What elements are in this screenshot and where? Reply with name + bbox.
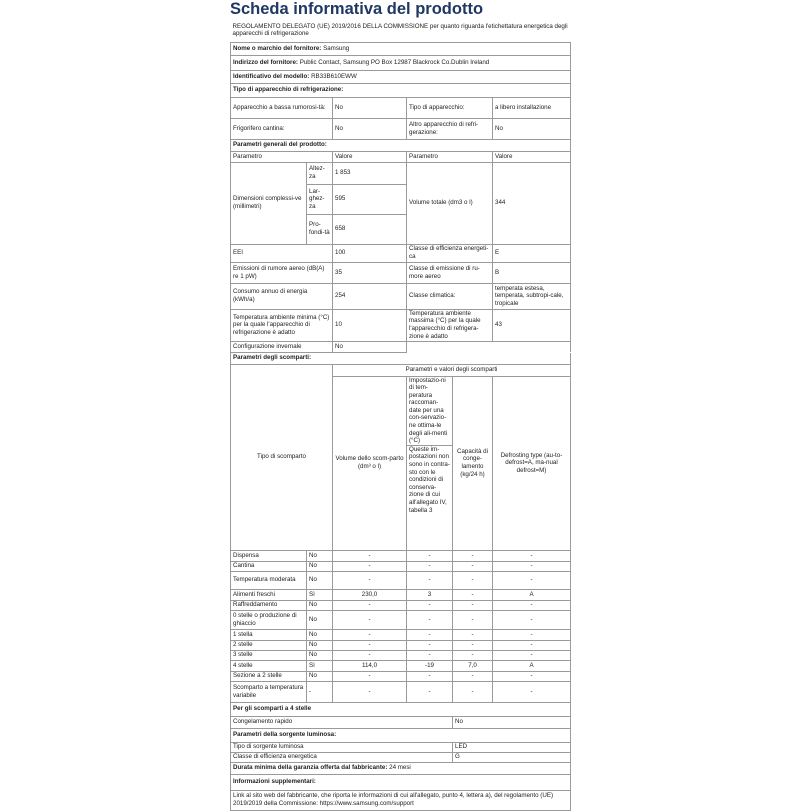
- low-noise-row: [231, 97, 571, 118]
- compartment-temperature: -: [407, 571, 453, 589]
- dimensions-label: Dimensioni complessi-ve (millimetri): [231, 162, 307, 244]
- model-identifier: Identificativo del modello: RB33B610EWW: [231, 70, 571, 83]
- compartment-defrost: -: [493, 571, 571, 589]
- compartment-defrost: -: [493, 610, 571, 629]
- intro-row: [231, 20, 571, 42]
- fast-freeze-row: [231, 716, 571, 728]
- section-header-four-star: Per gli scomparti a 4 stelle: [231, 702, 571, 716]
- compartment-temperature: -: [407, 550, 453, 561]
- extra-header-row: [231, 774, 571, 790]
- compartment-present: -: [307, 681, 333, 702]
- compartments-header-row: [231, 352, 571, 364]
- model-row: [231, 70, 571, 83]
- compartment-defrost: A: [493, 660, 571, 671]
- energy-consumption-label: Consumo annuo di energia (kWh/a): [231, 283, 333, 309]
- compartment-name: Alimenti freschi: [231, 589, 307, 600]
- noise-class-value: B: [493, 262, 571, 283]
- compartment-volume: -: [333, 550, 407, 561]
- compartment-present: No: [307, 610, 333, 629]
- noise-label: Emissioni di rumore aereo (dB(A) re 1 pW): [231, 262, 333, 283]
- compartment-name: Scomparto a temperatura variabile: [231, 681, 307, 702]
- wine-storage-label: Frigorifero cantina:: [231, 118, 333, 139]
- compartment-row: [231, 610, 571, 629]
- noise-row: [231, 262, 571, 283]
- compartment-temperature: -: [407, 610, 453, 629]
- compartment-defrost: -: [493, 561, 571, 571]
- support-link-text: Link al sito web del fabbricante, che riporta le informazioni di cui all'allegato, punto 4, lettera a), del regolamento (UE) 2019/2019 della Commissione: https://www.samsung.com/support: [231, 790, 571, 810]
- supplier-address: Indirizzo del fornitore: Public Contact, Samsung PO Box 12987 Blackrock Co.Dublin Ireland: [231, 55, 571, 70]
- col-header-param: Parametro: [231, 151, 333, 162]
- light-class-row: [231, 752, 571, 762]
- total-volume-label: Volume totale (dm3 o l): [407, 162, 493, 244]
- compartment-present: Sì: [307, 660, 333, 671]
- width-value: 595: [333, 184, 407, 214]
- col-header-group: Parametri e valori degli scomparti: [333, 364, 571, 376]
- compartment-present: No: [307, 671, 333, 681]
- compartment-volume: -: [333, 629, 407, 640]
- compartment-defrost: -: [493, 681, 571, 702]
- light-header-row: [231, 728, 571, 742]
- supplier-name-row: [231, 42, 571, 55]
- compartment-volume: -: [333, 681, 407, 702]
- compartment-temperature: -: [407, 600, 453, 610]
- low-noise-label: Apparecchio a bassa rumorosi-tà:: [231, 97, 333, 118]
- winter-setting-value: No: [333, 341, 407, 352]
- width-label: Lar-ghez-za: [307, 184, 333, 214]
- compartment-name: Temperatura moderata: [231, 571, 307, 589]
- energy-consumption-value: 254: [333, 283, 407, 309]
- four-star-header-row: [231, 702, 571, 716]
- compartment-row: [231, 640, 571, 650]
- compartment-freezing-capacity: -: [453, 610, 493, 629]
- energy-class-value: E: [493, 244, 571, 262]
- fast-freeze-label: Congelamento rapido: [231, 716, 453, 728]
- compartment-name: Sezione a 2 stelle: [231, 671, 307, 681]
- compartment-freezing-capacity: 7,0: [453, 660, 493, 671]
- min-temp-label: Temperatura ambiente minima (°C) per la quale l'apparecchio di refrigerazione è adatto: [231, 309, 333, 341]
- compartment-freezing-capacity: -: [453, 571, 493, 589]
- col-header-defrost-type: Defrosting type (au-to-defrost=A, ma-nual defrost=M): [493, 376, 571, 550]
- compartment-name: Cantina: [231, 561, 307, 571]
- compartment-present: No: [307, 561, 333, 571]
- compartment-row: [231, 600, 571, 610]
- compartment-temperature: -: [407, 561, 453, 571]
- total-volume-value: 344: [493, 162, 571, 244]
- extra-text-row: [231, 790, 571, 810]
- compartment-temperature: -: [407, 681, 453, 702]
- height-value: 1 853: [333, 162, 407, 184]
- compartment-volume: 114,0: [333, 660, 407, 671]
- section-header-compartments: Parametri degli scomparti:: [231, 352, 571, 364]
- compartment-present: No: [307, 640, 333, 650]
- light-class-label: Classe di efficienza energetica: [231, 752, 453, 762]
- general-header-row: [231, 139, 571, 151]
- compartment-freezing-capacity: -: [453, 640, 493, 650]
- supplier-address-row: [231, 55, 571, 70]
- col-header-temperature: [407, 376, 453, 550]
- warranty: Durata minima della garanzia offerta dal fabbricante: 24 mesi: [231, 762, 571, 774]
- section-header-light-source: Parametri della sorgente luminosa:: [231, 728, 571, 742]
- compartment-volume: -: [333, 600, 407, 610]
- compartment-row: [231, 589, 571, 600]
- product-information-sheet: [230, 0, 570, 811]
- wine-storage-value: No: [333, 118, 407, 139]
- light-type-label: Tipo di sorgente luminosa: [231, 742, 453, 752]
- compartment-name: 2 stelle: [231, 640, 307, 650]
- info-table: [230, 20, 571, 811]
- winter-row: [231, 341, 571, 352]
- compartment-name: 1 stella: [231, 629, 307, 640]
- light-type-row: [231, 742, 571, 752]
- col-header-freezing-capacity: Capacità di conge-lamento (kg/24 h): [453, 376, 493, 550]
- compartment-present: No: [307, 650, 333, 660]
- eei-label: EEI: [231, 244, 333, 262]
- noise-class-label: Classe di emissione di ru-more aereo: [407, 262, 493, 283]
- compartment-defrost: -: [493, 600, 571, 610]
- design-type-label: Tipo di apparecchio:: [407, 97, 493, 118]
- compartment-volume: -: [333, 671, 407, 681]
- design-type-value: a libero installazione: [493, 97, 571, 118]
- depth-label: Pro-fondi-tà: [307, 214, 333, 244]
- compartment-name: Dispensa: [231, 550, 307, 561]
- compartment-volume: -: [333, 650, 407, 660]
- temperature-header-part-b: Queste im-postazioni non sono in contra-sto con le condizioni di conserva-zione di cui all'allegato IV, tabella 3: [407, 445, 452, 514]
- col-header-param-2: Parametro: [407, 151, 493, 162]
- appliance-type-header-row: [231, 83, 571, 97]
- winter-setting-label: Configurazione invernale: [231, 341, 333, 352]
- temperature-header-part-a: Impostazio-ni di tem-peratura raccoman-date per una con-servazio-ne ottima-le degli ali-menti (°C): [409, 376, 448, 445]
- compartment-volume: 230,0: [333, 589, 407, 600]
- compartment-name: 3 stelle: [231, 650, 307, 660]
- height-label: Altez-za: [307, 162, 333, 184]
- climate-class-label: Classe climatica:: [407, 283, 493, 309]
- regulation-text: REGOLAMENTO DELEGATO (UE) 2019/2016 DELLA COMMISSIONE per quanto riguarda l'etichettatura energetica degli apparecchi di refrigerazione: [232, 22, 568, 38]
- compartment-defrost: -: [493, 650, 571, 660]
- compartment-freezing-capacity: -: [453, 561, 493, 571]
- page-title: Scheda informativa del prodotto: [230, 0, 484, 18]
- compartment-freezing-capacity: -: [453, 681, 493, 702]
- compartment-temperature: -: [407, 650, 453, 660]
- max-temp-label: Temperatura ambiente massima (°C) per la quale l'apparecchio di refrigera-zione è adatto: [407, 309, 493, 341]
- compartment-present: No: [307, 550, 333, 561]
- compartment-temperature: -: [407, 671, 453, 681]
- general-column-headers: [231, 151, 571, 162]
- compartment-row: [231, 571, 571, 589]
- compartment-freezing-capacity: -: [453, 650, 493, 660]
- compartment-row: [231, 671, 571, 681]
- compartment-volume: -: [333, 561, 407, 571]
- min-temp-value: 10: [333, 309, 407, 341]
- compartment-freezing-capacity: -: [453, 600, 493, 610]
- climate-class-value: temperata estesa, temperata, subtropi-cale, tropicale: [493, 283, 571, 309]
- compartment-freezing-capacity: -: [453, 589, 493, 600]
- compartment-row: [231, 660, 571, 671]
- compartment-name: 4 stelle: [231, 660, 307, 671]
- fast-freeze-value: No: [453, 716, 571, 728]
- energy-class-label: Classe di efficienza energeti-ca: [407, 244, 493, 262]
- compartment-volume: -: [333, 571, 407, 589]
- compartment-temperature: -: [407, 640, 453, 650]
- compartment-row: [231, 629, 571, 640]
- energy-row: [231, 283, 571, 309]
- col-header-volume: Volume dello scom-parto (dm³ o l): [333, 376, 407, 550]
- compartment-freezing-capacity: -: [453, 671, 493, 681]
- eei-row: [231, 244, 571, 262]
- compartment-volume: -: [333, 610, 407, 629]
- compartment-freezing-capacity: -: [453, 550, 493, 561]
- compartment-temperature: 3: [407, 589, 453, 600]
- light-class-value: G: [453, 752, 571, 762]
- other-appliance-value: No: [493, 118, 571, 139]
- low-noise-value: No: [333, 97, 407, 118]
- compartment-name: Raffreddamento: [231, 600, 307, 610]
- compartment-present: No: [307, 600, 333, 610]
- section-header-general: Parametri generali del prodotto:: [231, 139, 571, 151]
- supplier-name: Nome o marchio del fornitore: Samsung: [231, 42, 571, 55]
- compartment-row: [231, 650, 571, 660]
- section-header-type: Tipo di apparecchio di refrigerazione:: [231, 83, 571, 97]
- temperature-row: [231, 309, 571, 341]
- col-header-value: Valore: [333, 151, 407, 162]
- compartment-defrost: -: [493, 629, 571, 640]
- warranty-row: [231, 762, 571, 774]
- compartment-present: No: [307, 629, 333, 640]
- section-header-extra: Informazioni supplementari:: [231, 774, 571, 790]
- noise-value: 35: [333, 262, 407, 283]
- compartment-defrost: -: [493, 550, 571, 561]
- compartment-row: [231, 681, 571, 702]
- height-row: [231, 162, 571, 184]
- col-header-value-2: Valore: [493, 151, 571, 162]
- compartment-temperature: -19: [407, 660, 453, 671]
- compartment-volume: -: [333, 640, 407, 650]
- compartment-defrost: -: [493, 640, 571, 650]
- compartment-defrost: -: [493, 671, 571, 681]
- compartment-temperature: -: [407, 629, 453, 640]
- compartment-freezing-capacity: -: [453, 629, 493, 640]
- depth-value: 658: [333, 214, 407, 244]
- compartment-row: [231, 561, 571, 571]
- compartment-defrost: A: [493, 589, 571, 600]
- compartment-row: [231, 550, 571, 561]
- max-temp-value: 43: [493, 309, 571, 341]
- light-type-value: LED: [453, 742, 571, 752]
- col-header-compartment-type: Tipo di scomparto: [231, 364, 333, 550]
- compartment-name: 0 stelle o produzione di ghiaccio: [231, 610, 307, 629]
- wine-row: [231, 118, 571, 139]
- eei-value: 100: [333, 244, 407, 262]
- compartments-group-row: [231, 364, 571, 376]
- compartment-present: No: [307, 571, 333, 589]
- compartment-present: Sì: [307, 589, 333, 600]
- blank-cell: [407, 341, 571, 352]
- other-appliance-label: Altro apparecchio di refri-gerazione:: [407, 118, 493, 139]
